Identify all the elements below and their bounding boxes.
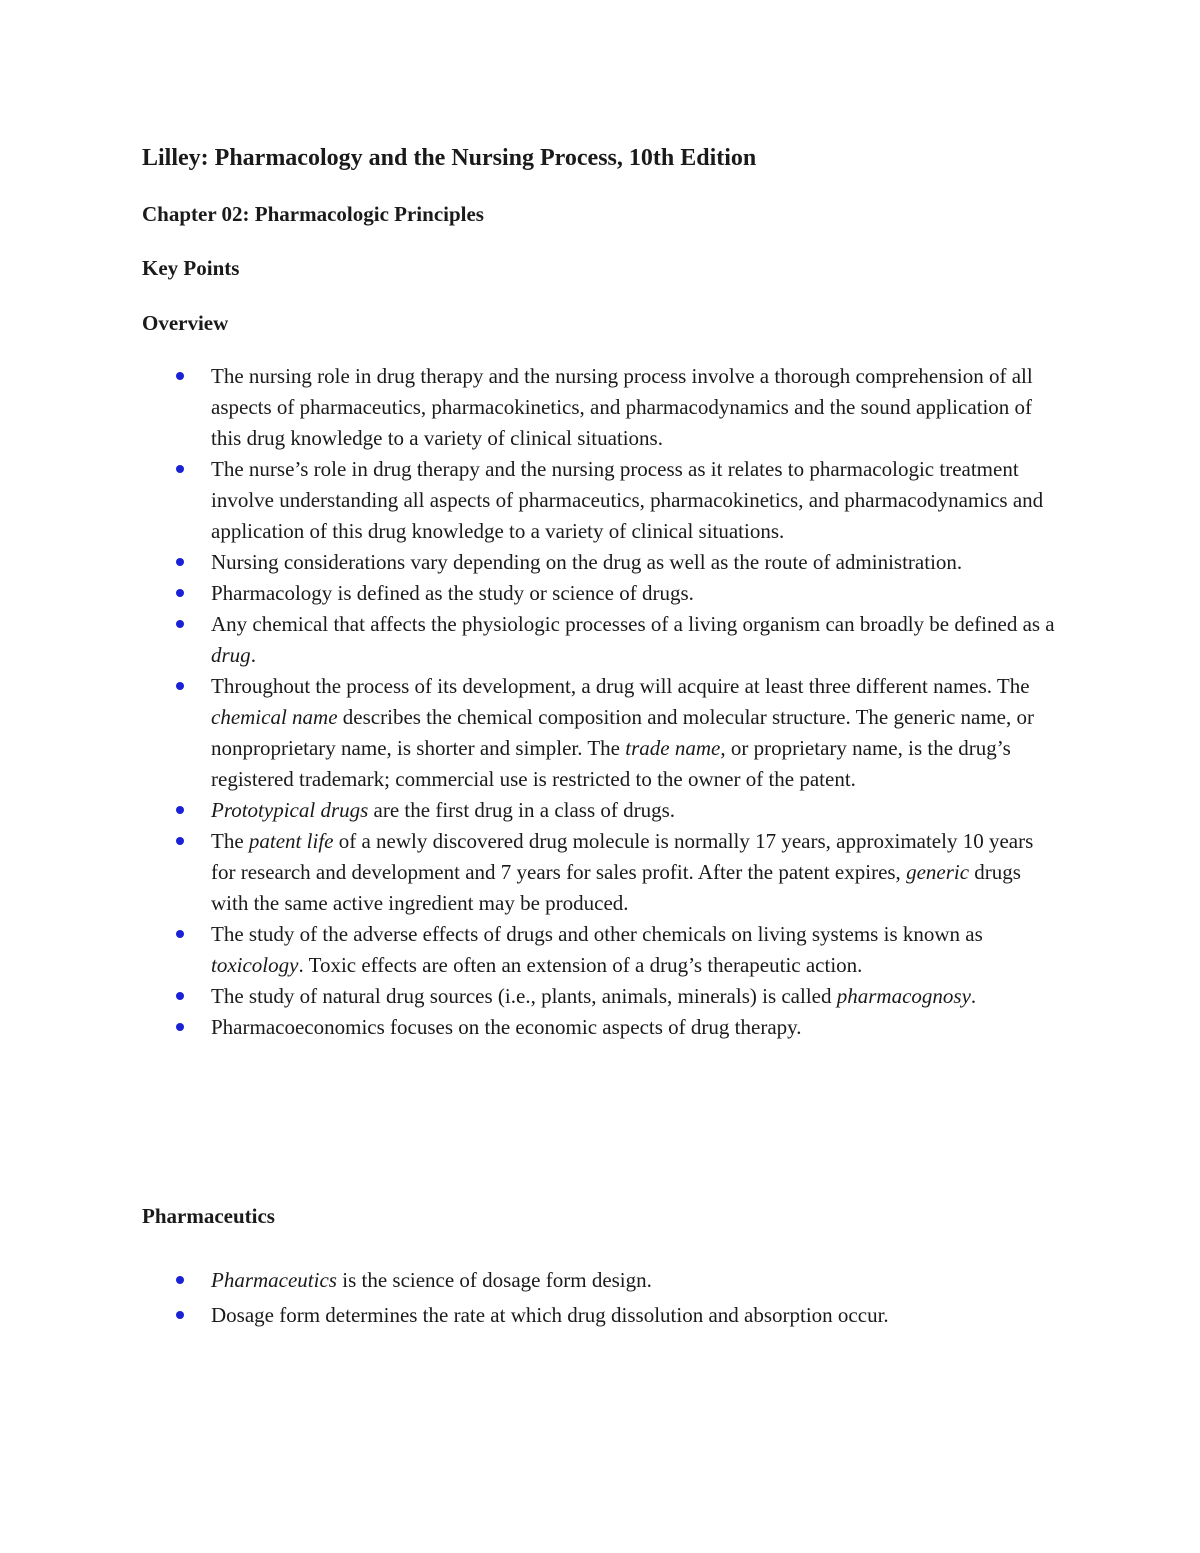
list-item: Dosage form determines the rate at which drug dissolution and absorption occur. (142, 1300, 1062, 1331)
bullet-icon (176, 1023, 184, 1031)
bullet-icon (176, 682, 184, 690)
term-prototypical-drugs: Prototypical drugs (211, 798, 369, 822)
bullet-icon (176, 1311, 184, 1319)
term-drug: drug (211, 643, 251, 667)
term-pharmaceutics: Pharmaceutics (211, 1268, 337, 1292)
bullet-icon (176, 806, 184, 814)
list-item: Prototypical drugs are the first drug in a class of drugs. (142, 795, 1062, 826)
term-pharmacognosy: pharmacognosy (836, 984, 971, 1008)
term-patent-life: patent life (248, 829, 334, 853)
term-trade-name: trade name (625, 736, 721, 760)
list-item: Pharmacoeconomics focuses on the economic aspects of drug therapy. (142, 1012, 1062, 1043)
list-item: The patent life of a newly discovered drug molecule is normally 17 years, approximately 10 years for research and development and 7 years for sales profit. After the patent expires, generic drugs with the same active ingredient may be produced. (142, 826, 1062, 919)
list-item: Nursing considerations vary depending on the drug as well as the route of administration. (142, 547, 1062, 578)
list-item: The nursing role in drug therapy and the nursing process involve a thorough comprehension of all aspects of pharmaceutics, pharmacokinetics, and pharmacodynamics and the sound application of this drug knowledge to a variety of clinical situations. (142, 361, 1062, 454)
pharmaceutics-heading: Pharmaceutics (142, 1204, 275, 1228)
term-chemical-name: chemical name (211, 705, 338, 729)
bullet-icon (176, 558, 184, 566)
bullet-icon (176, 372, 184, 380)
document-title: Lilley: Pharmacology and the Nursing Process, 10th Edition (142, 145, 757, 171)
key-points-heading: Key Points (142, 256, 240, 280)
bullet-icon (176, 1276, 184, 1284)
chapter-heading: Chapter 02: Pharmacologic Principles (142, 202, 484, 226)
term-generic: generic (906, 860, 970, 884)
list-item: Pharmacology is defined as the study or science of drugs. (142, 578, 1062, 609)
bullet-icon (176, 589, 184, 597)
bullet-icon (176, 992, 184, 1000)
list-item: The nurse’s role in drug therapy and the nursing process as it relates to pharmacologic treatment involve understanding all aspects of pharmaceutics, pharmacokinetics, and pharmacodynamics and application of this drug knowledge to a variety of clinical situations. (142, 454, 1062, 547)
bullet-icon (176, 837, 184, 845)
list-item: Throughout the process of its development, a drug will acquire at least three different names. The chemical name describes the chemical composition and molecular structure. The generic name, or nonproprietary name, is shorter and simpler. The trade name, or proprietary name, is the drug’s registered trademark; commercial use is restricted to the owner of the patent. (142, 671, 1062, 795)
bullet-icon (176, 465, 184, 473)
overview-heading: Overview (142, 311, 229, 335)
pharmaceutics-list (142, 1265, 1062, 1331)
overview-list (142, 361, 1062, 1043)
list-item: Any chemical that affects the physiologic processes of a living organism can broadly be defined as a drug. (142, 609, 1062, 671)
bullet-icon (176, 930, 184, 938)
bullet-icon (176, 620, 184, 628)
list-item: Pharmaceutics is the science of dosage form design. (142, 1265, 1062, 1296)
list-item: The study of the adverse effects of drugs and other chemicals on living systems is known as toxicology. Toxic effects are often an extension of a drug’s therapeutic action. (142, 919, 1062, 981)
term-toxicology: toxicology (211, 953, 299, 977)
list-item: The study of natural drug sources (i.e., plants, animals, minerals) is called pharmacognosy. (142, 981, 1062, 1012)
